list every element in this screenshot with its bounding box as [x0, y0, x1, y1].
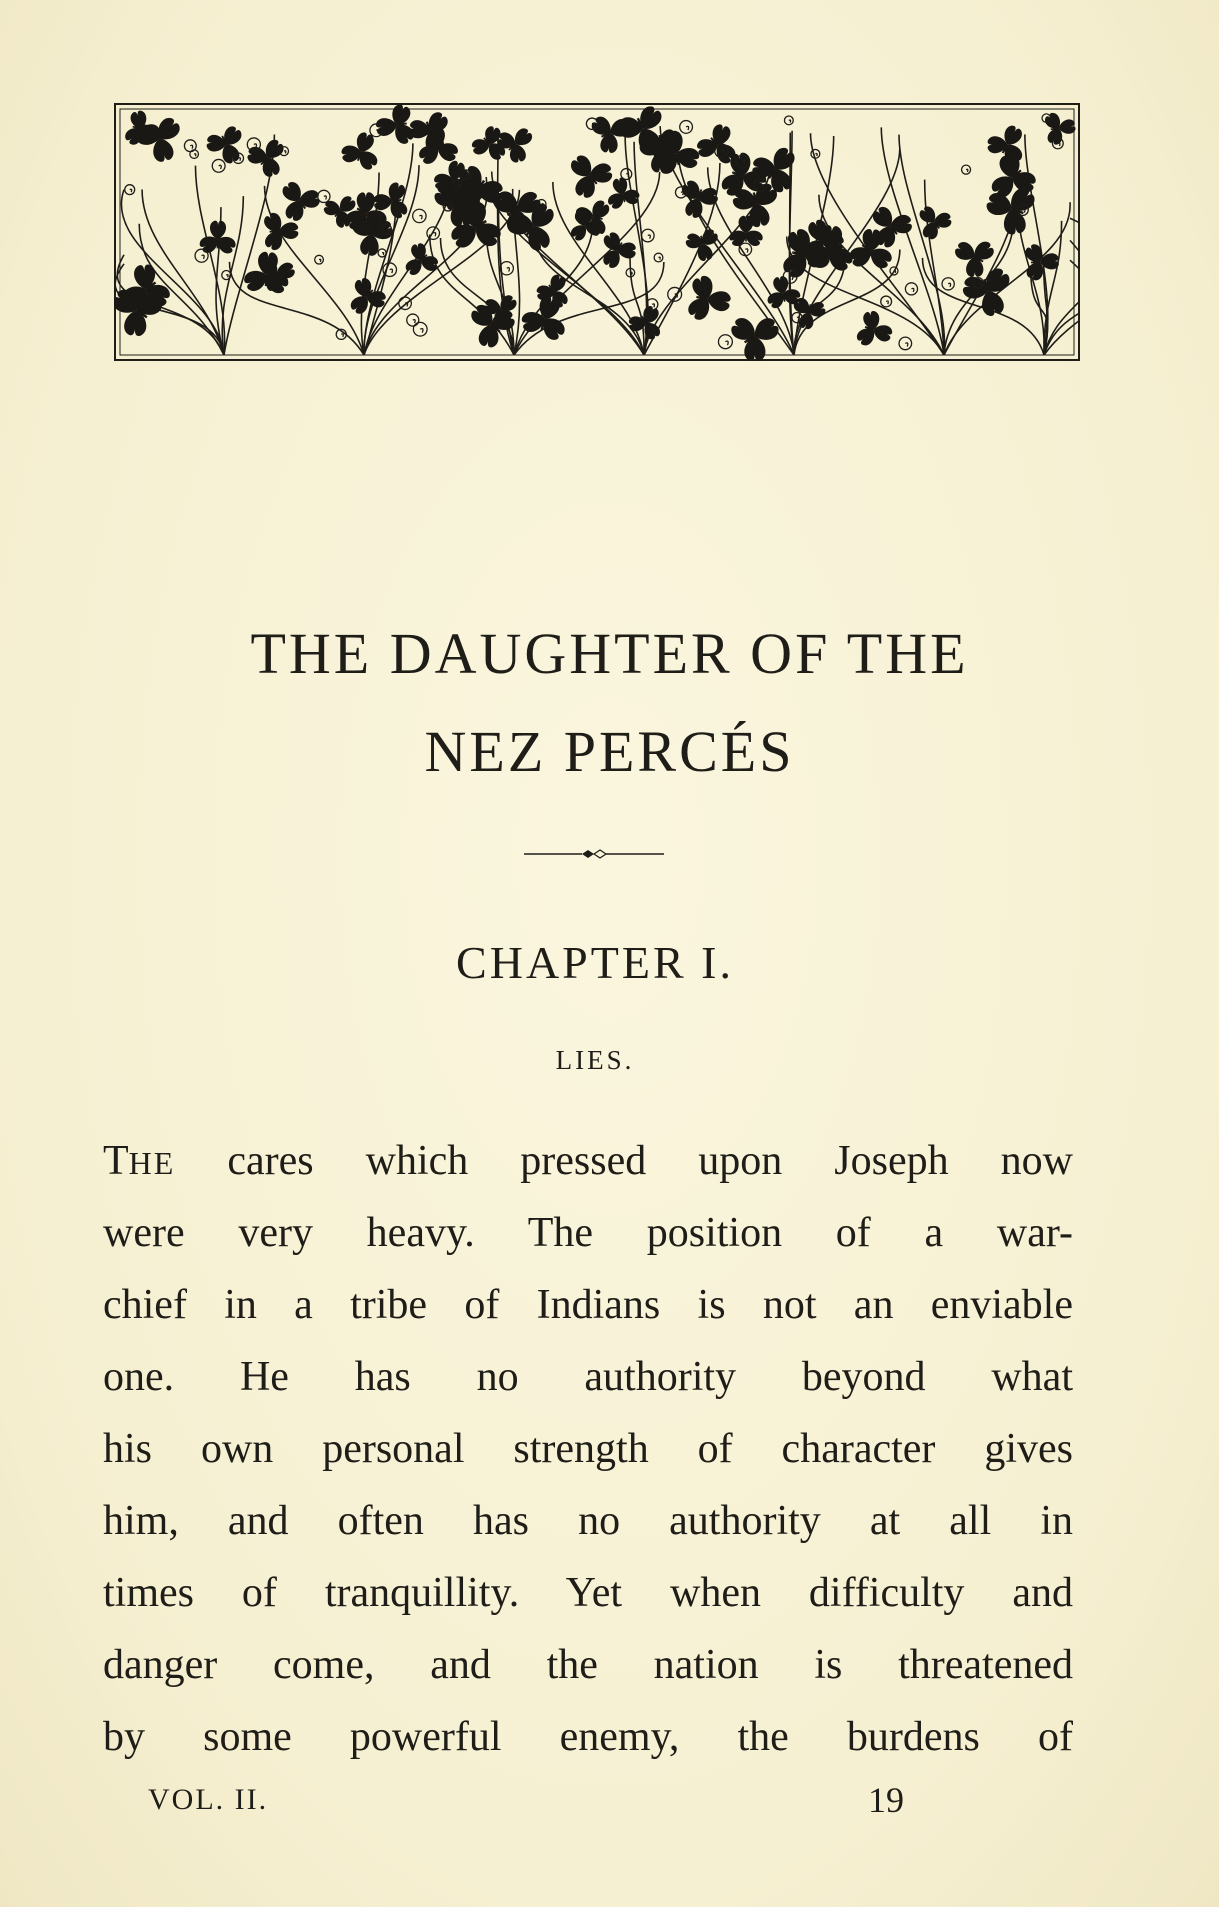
- body-line-8: danger come, and the nation is threatened: [103, 1642, 1073, 1688]
- clover-vine-illustration: [114, 103, 1080, 361]
- body-line-9: by some powerful enemy, the burdens of: [103, 1714, 1073, 1760]
- volume-label: VOL. II.: [148, 1783, 269, 1816]
- page-number: 19: [868, 1780, 904, 1820]
- clover-vine-headpiece-ornament: [114, 103, 1080, 361]
- chapter-subtitle: LIES.: [555, 1045, 635, 1075]
- body-line-3: chief in a tribe of Indians is not an enviable: [103, 1282, 1073, 1328]
- body-line-2: were very heavy. The position of a war-: [103, 1210, 1073, 1256]
- body-line-1: THE cares which pressed upon Joseph now: [103, 1138, 1073, 1184]
- body-paragraph: [103, 1125, 1073, 1773]
- body-line-5: his own personal strength of character gives: [103, 1426, 1073, 1472]
- chapter-heading: CHAPTER I.: [456, 937, 734, 988]
- book-title-line-2: NEZ PERCÉS: [424, 719, 795, 784]
- body-line-4: one. He has no authority beyond what: [103, 1354, 1073, 1400]
- diamond-rule-ornament: [524, 847, 664, 861]
- body-line-6: him, and often has no authority at all in: [103, 1498, 1073, 1544]
- book-title-line-1: THE DAUGHTER OF THE: [250, 621, 969, 686]
- body-line-7: times of tranquillity. Yet when difficulty and: [103, 1570, 1073, 1616]
